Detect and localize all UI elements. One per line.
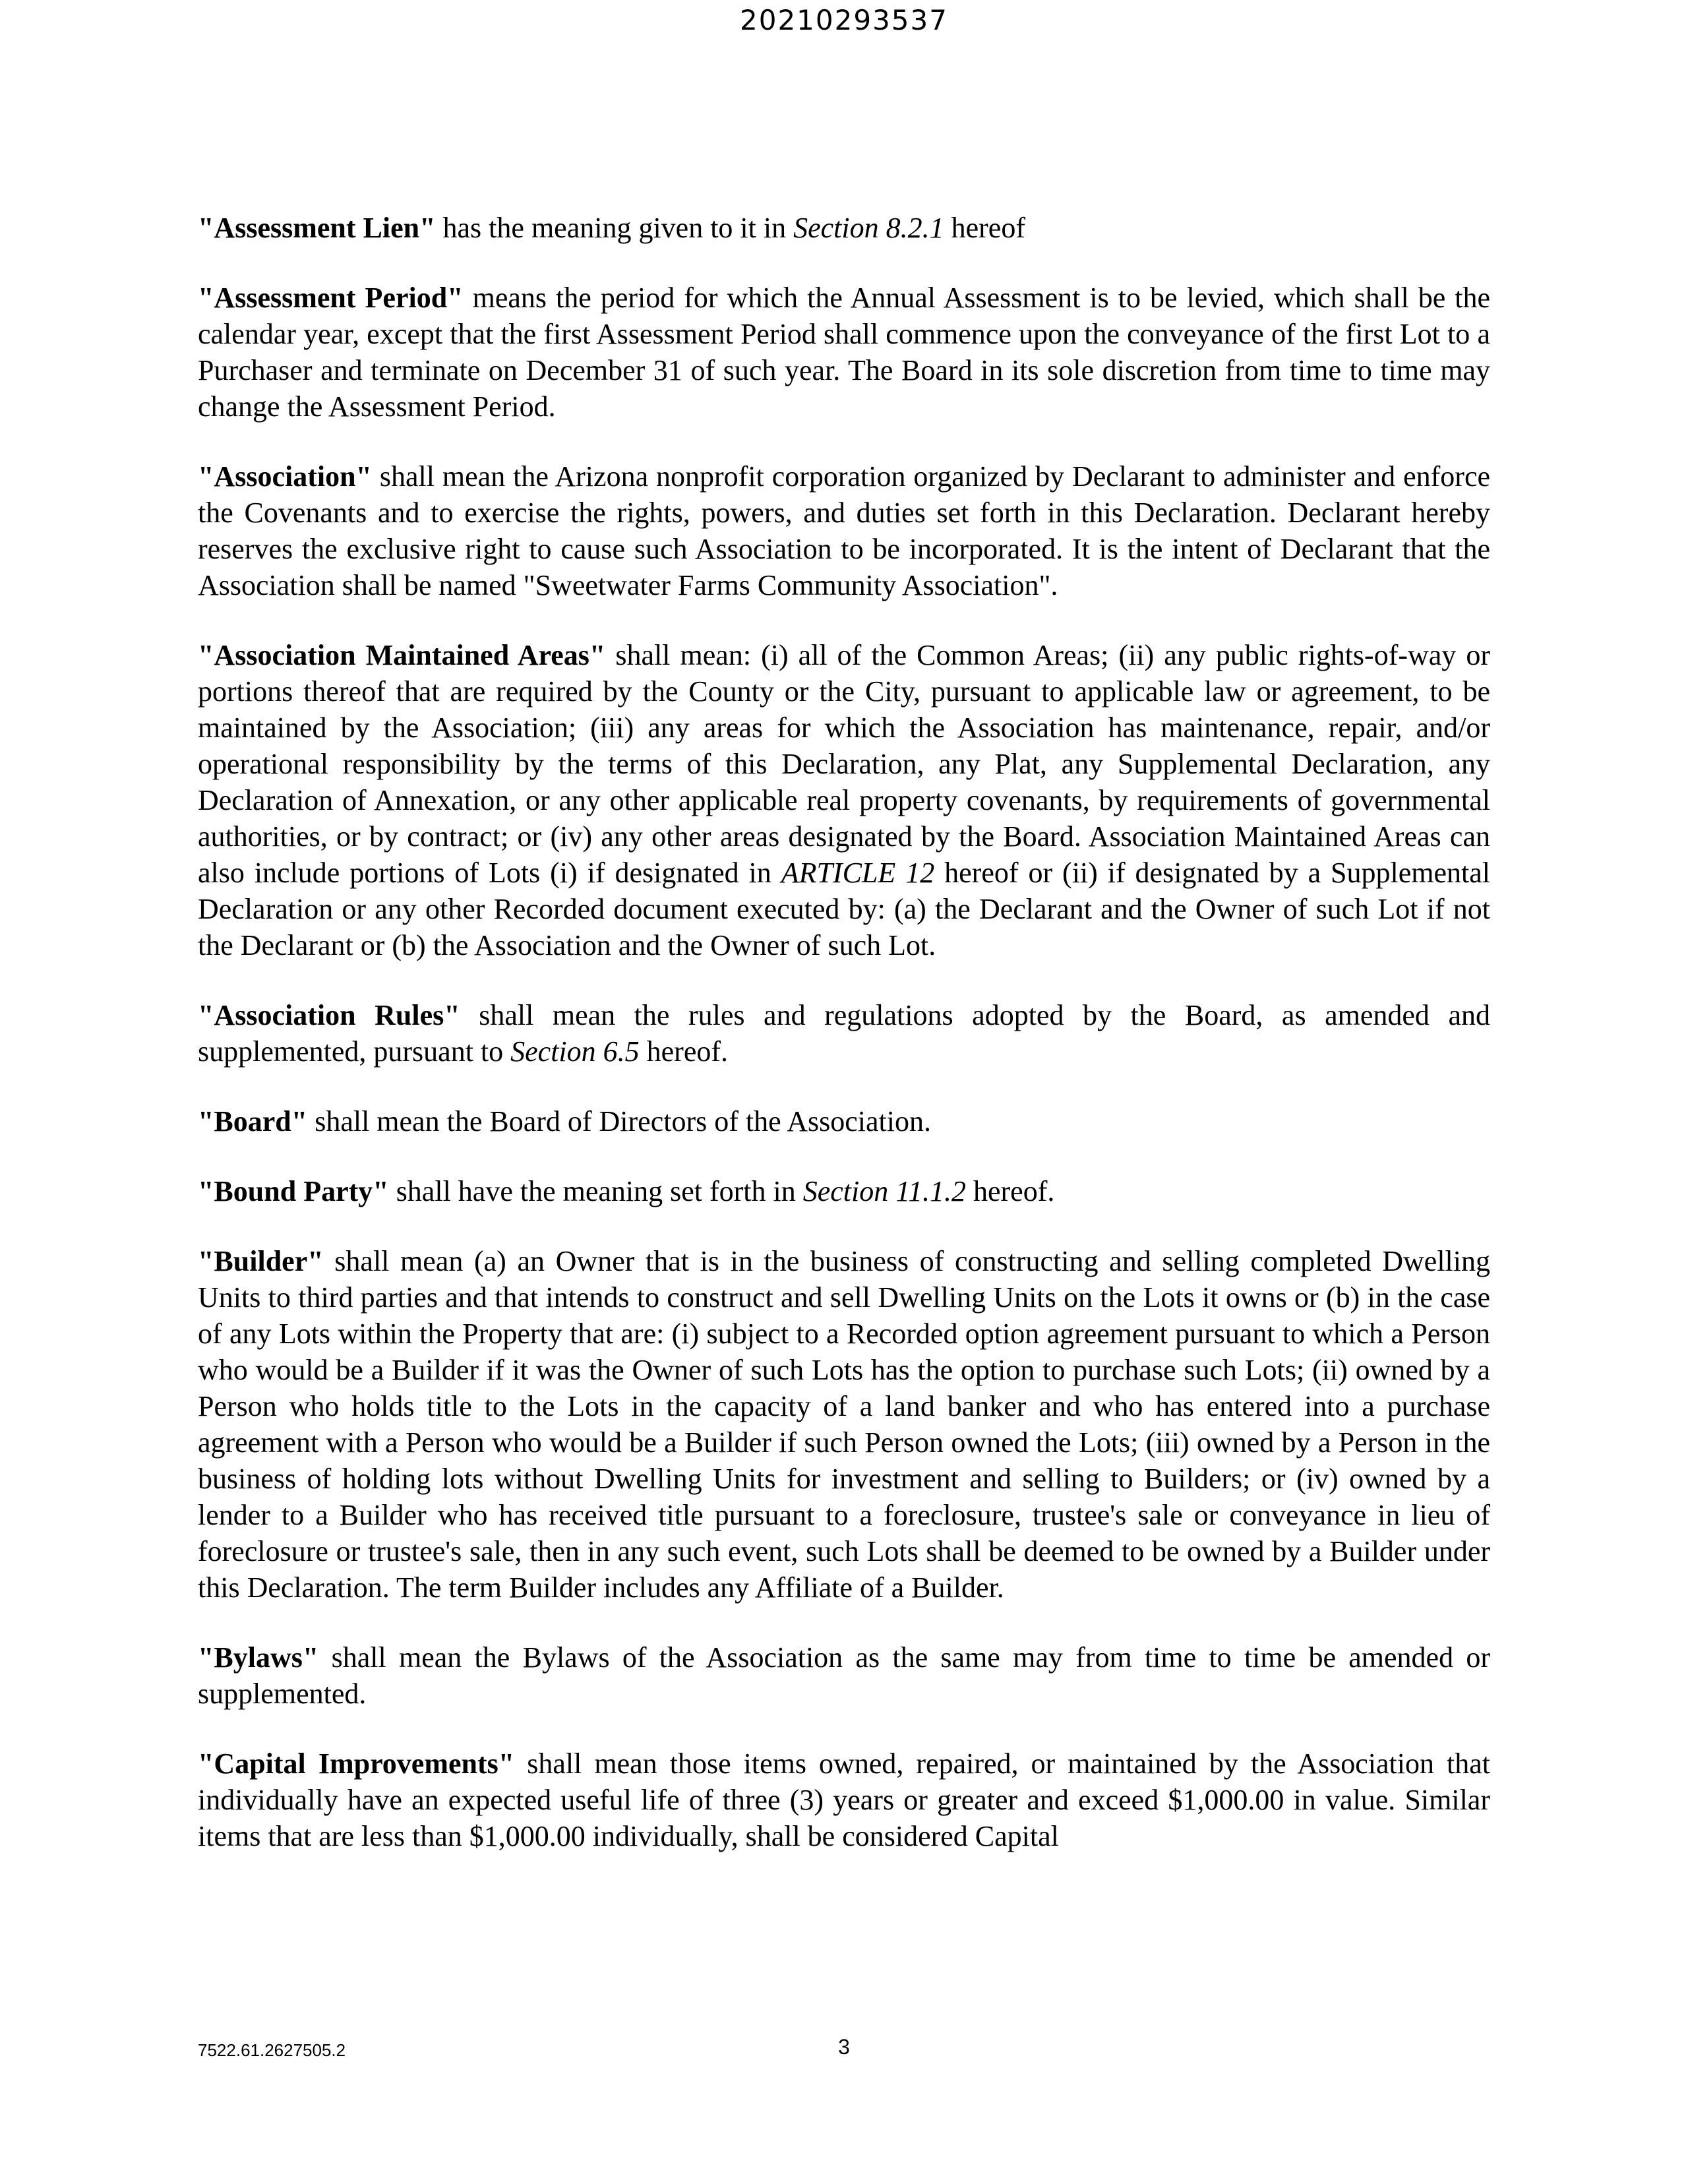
definition-text: shall mean the rules and regulations adopted by the Board, as amended and supplemented, pursuant to [198, 999, 1491, 1068]
definition-term: "Bound Party" [198, 1175, 389, 1207]
definition-text: hereof or (ii) if designated by a Supplemental Declaration or any other Recorded document executed by: (a) the Declarant and the Owner of such Lot if not the Declarant or (b) the Association and the Owner of such Lot. [198, 857, 1490, 961]
definition-paragraph [198, 1103, 1490, 1139]
definition-paragraph [198, 458, 1490, 603]
definition-text: has the meaning given to it in [435, 212, 794, 244]
definition-term: "Association Maintained Areas" [198, 639, 606, 671]
section-reference: Section 6.5 [510, 1035, 640, 1068]
definition-term: "Capital Improvements" [198, 1747, 515, 1780]
recording-number: 20210293537 [740, 4, 948, 36]
definition-text: hereof [944, 212, 1025, 244]
footer-document-id: 7522.61.2627505.2 [198, 2040, 346, 2060]
definition-text: hereof. [639, 1035, 729, 1068]
definition-paragraph [198, 1639, 1490, 1712]
definition-paragraph [198, 210, 1490, 246]
definition-text: hereof. [966, 1175, 1055, 1207]
definition-text: shall mean: (i) all of the Common Areas; (ii) any public rights-of-way or portions thereof that are required by the County or the City, pursuant to applicable law or agreement, to be maintained by the Association; (iii) any areas for which the Association has maintenance, repair, and/or operational responsibility by the terms of this Declaration, any Plat, any Supplemental Declaration, any Declaration of Annexation, or any other applicable real property covenants, by requirements of governmental authorities, or by contract; or (iv) any other areas designated by the Board. Association Maintained Areas can also include portions of Lots (i) if designated in [198, 639, 1490, 889]
definition-text: shall mean the Board of Directors of the Association. [307, 1105, 931, 1138]
definition-paragraph [198, 1243, 1490, 1606]
definition-term: "Association Rules" [198, 999, 460, 1031]
section-reference: Section 8.2.1 [793, 212, 944, 244]
definition-term: "Bylaws" [198, 1641, 319, 1674]
definition-paragraph [198, 1745, 1490, 1854]
definition-term: "Assessment Lien" [198, 212, 436, 244]
definition-paragraph [198, 997, 1490, 1070]
definition-term: "Assessment Period" [198, 282, 464, 314]
definition-paragraph [198, 1173, 1490, 1209]
page-number: 3 [838, 2035, 850, 2059]
definition-term: "Board" [198, 1105, 308, 1138]
definition-term: "Builder" [198, 1245, 324, 1277]
definitions-body [198, 210, 1490, 1888]
definition-term: "Association" [198, 460, 372, 493]
definition-text: shall have the meaning set forth in [388, 1175, 803, 1207]
definition-text: shall mean the Arizona nonprofit corporation organized by Declarant to administer and enforce the Covenants and to exercise the rights, powers, and duties set forth in this Declaration. Declarant hereby reserves the exclusive right to cause such Association to be incorporated. It is the intent of Declarant that the Association shall be named "Sweetwater Farms Community Association". [198, 460, 1490, 601]
section-reference: ARTICLE 12 [781, 857, 935, 889]
definition-text: shall mean those items owned, repaired, or maintained by the Association that individually have an expected useful life of three (3) years or greater and exceed $1,000.00 in value. Similar items that are less than $1,000.00 individually, shall be considered Capital [198, 1747, 1491, 1852]
definition-text: shall mean the Bylaws of the Association as the same may from time to time be amended or supplemented. [198, 1641, 1490, 1710]
definition-text: shall mean (a) an Owner that is in the business of constructing and selling completed Dwelling Units to third parties and that intends to construct and sell Dwelling Units on the Lots it owns or (b) in the case of any Lots within the Property that are: (i) subject to a Recorded option agreement pursuant to which a Person who would be a Builder if it was the Owner of such Lots has the option to purchase such Lots; (ii) owned by a Person who holds title to the Lots in the capacity of a land banker and who has entered into a purchase agreement with a Person who would be a Builder if such Person owned the Lots; (iii) owned by a Person in the business of holding lots without Dwelling Units for investment and selling to Builders; or (iv) owned by a lender to a Builder who has received title pursuant to a foreclosure, trustee's sale or conveyance in lieu of foreclosure or trustee's sale, then in any such event, such Lots shall be deemed to be owned by a Builder under this Declaration. The term Builder includes any Affiliate of a Builder. [198, 1245, 1490, 1604]
definition-text: means the period for which the Annual Assessment is to be levied, which shall be the calendar year, except that the first Assessment Period shall commence upon the conveyance of the first Lot to a Purchaser and terminate on December 31 of such year. The Board in its sole discretion from time to time may change the Assessment Period. [198, 282, 1490, 423]
section-reference: Section 11.1.2 [802, 1175, 966, 1207]
definition-paragraph [198, 280, 1490, 425]
definition-paragraph [198, 637, 1490, 963]
